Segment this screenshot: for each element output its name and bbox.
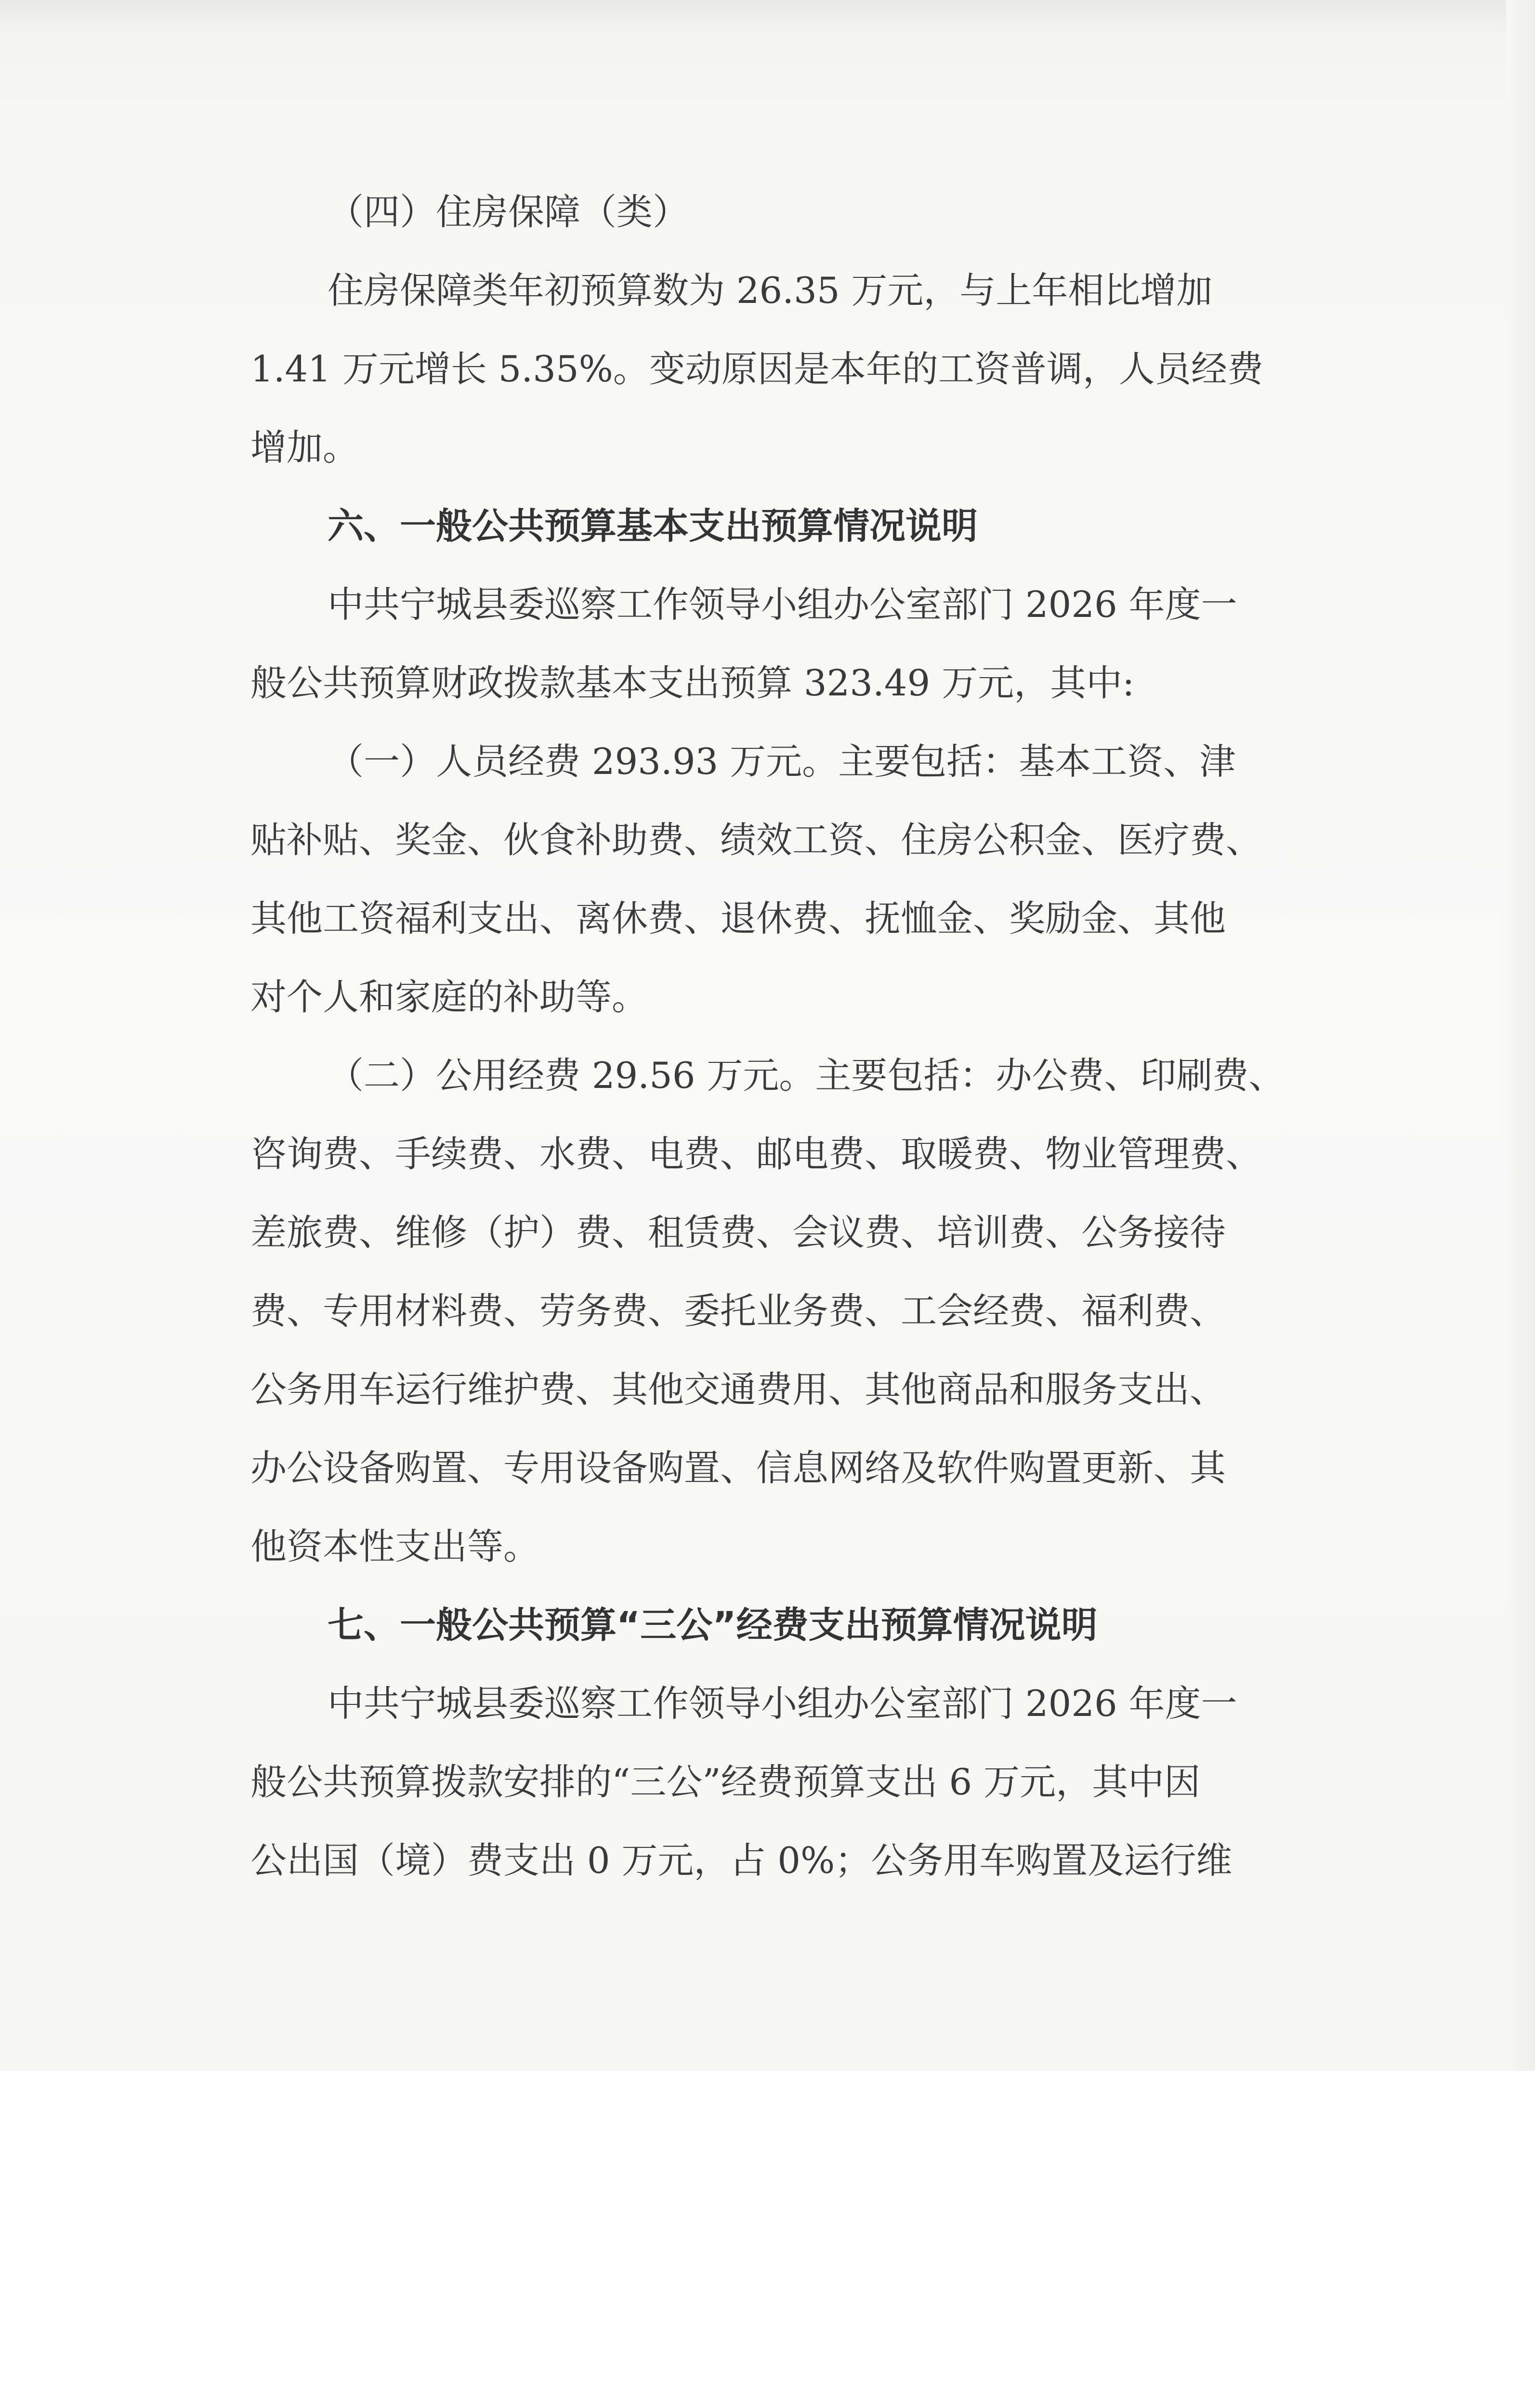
paragraph-line: 公务用车运行维护费、其他交通费用、其他商品和服务支出、	[250, 1368, 1226, 1411]
paragraph-line: （一）人员经费 293.93 万元。主要包括：基本工资、津	[328, 740, 1236, 783]
paragraph-line: 般公共预算财政拨款基本支出预算 323.49 万元，其中:	[250, 662, 1135, 704]
paragraph-line: 公出国（境）费支出 0 万元，占 0%；公务用车购置及运行维	[250, 1839, 1233, 1882]
paragraph-line: 1.41 万元增长 5.35%。变动原因是本年的工资普调，人员经费	[250, 348, 1263, 390]
paragraph-line: （二）公用经费 29.56 万元。主要包括：办公费、印刷费、	[328, 1054, 1285, 1097]
paragraph-line: 中共宁城县委巡察工作领导小组办公室部门 2026 年度一	[328, 1682, 1237, 1725]
paragraph-line: 住房保障类年初预算数为 26.35 万元，与上年相比增加	[328, 269, 1213, 312]
paragraph-line: （四）住房保障（类）	[328, 191, 689, 233]
section-heading: 七、一般公共预算“三公”经费支出预算情况说明	[328, 1604, 1098, 1646]
paragraph-line: 贴补贴、奖金、伙食补助费、绩效工资、住房公积金、医疗费、	[250, 819, 1262, 861]
paragraph-line: 办公设备购置、专用设备购置、信息网络及软件购置更新、其	[250, 1447, 1226, 1489]
paragraph-line: 对个人和家庭的补助等。	[250, 976, 648, 1018]
paragraph-line: 费、专用材料费、劳务费、委托业务费、工会经费、福利费、	[250, 1290, 1226, 1332]
paragraph-line: 其他工资福利支出、离休费、退休费、抚恤金、奖励金、其他	[250, 897, 1226, 940]
paragraph-line: 差旅费、维修（护）费、租赁费、会议费、培训费、公务接待	[250, 1211, 1226, 1254]
paragraph-line: 咨询费、手续费、水费、电费、邮电费、取暖费、物业管理费、	[250, 1133, 1262, 1175]
section-heading: 六、一般公共预算基本支出预算情况说明	[328, 505, 978, 547]
scan-right-shadow	[1506, 0, 1535, 2071]
paragraph-line: 中共宁城县委巡察工作领导小组办公室部门 2026 年度一	[328, 583, 1237, 626]
paragraph-line: 般公共预算拨款安排的“三公”经费预算支出 6 万元，其中因	[250, 1761, 1201, 1803]
paragraph-line: 增加。	[250, 426, 359, 469]
scan-top-shadow	[0, 0, 1535, 34]
paragraph-line: 他资本性支出等。	[250, 1525, 540, 1568]
